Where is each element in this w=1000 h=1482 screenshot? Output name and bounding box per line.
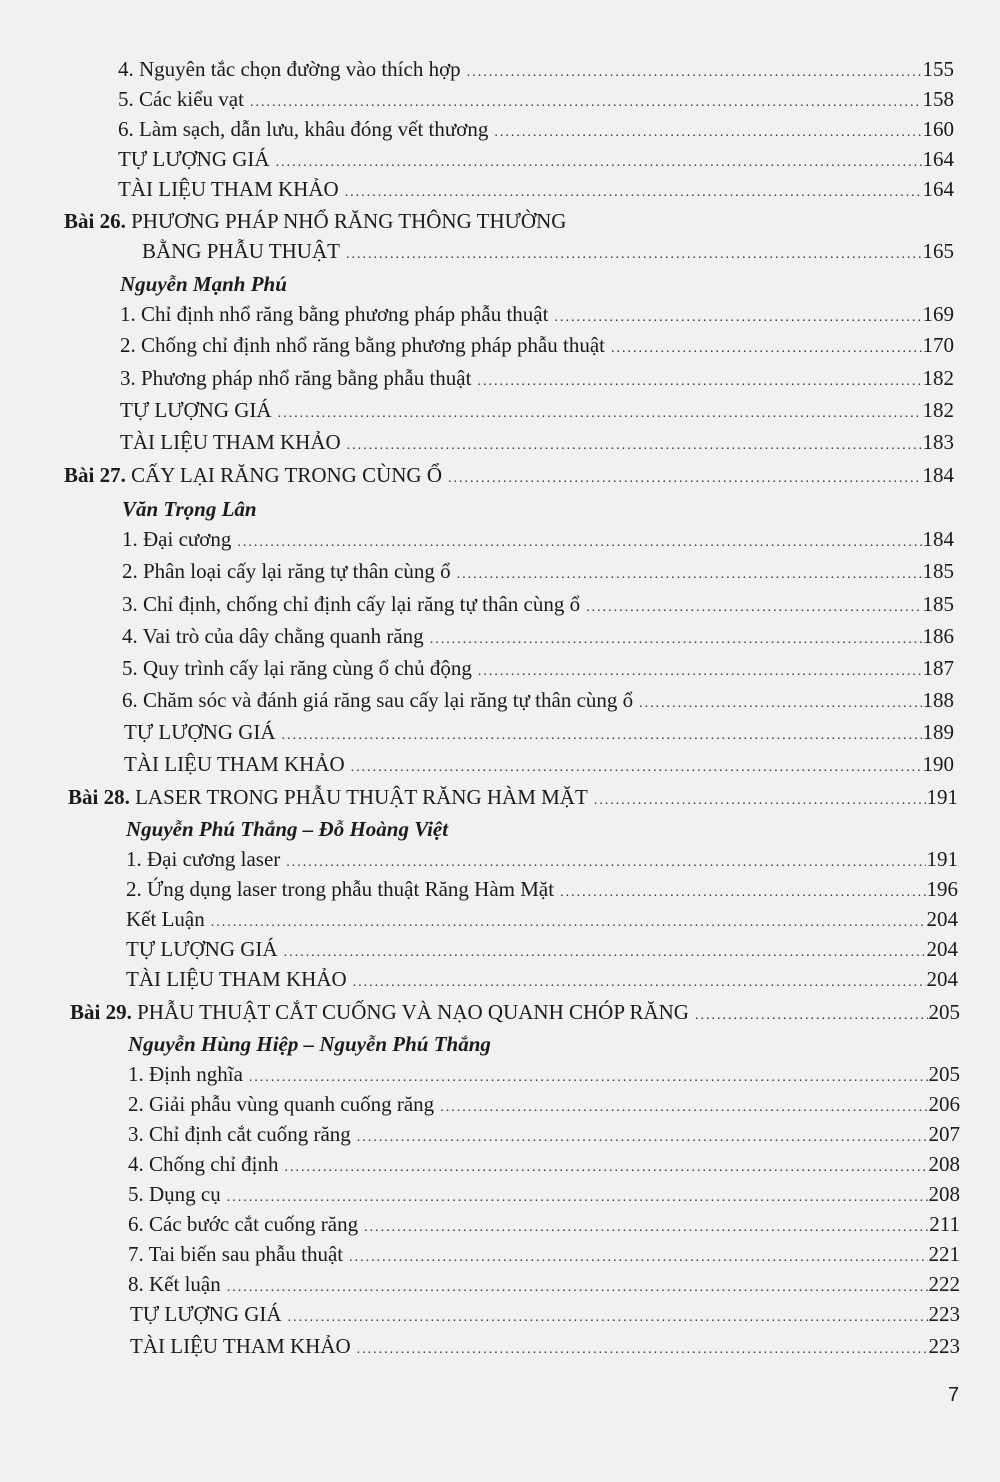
toc-entry-title: 2. Giải phẫu vùng quanh cuống răng xyxy=(128,1092,435,1116)
toc-chapter-number: Bài 26. xyxy=(64,209,126,233)
toc-dot-leader xyxy=(351,754,922,782)
toc-dot-leader xyxy=(286,849,925,877)
toc-chapter-title: Bài 29. PHẪU THUẬT CẮT CUỐNG VÀ NẠO QUANH CHÓP RĂNG xyxy=(70,1000,689,1024)
toc-entry xyxy=(122,557,954,585)
toc-entry-page: 211 xyxy=(929,1212,960,1236)
toc-entry-page: 186 xyxy=(922,624,954,648)
toc-entry-page: 204 xyxy=(926,937,958,961)
toc-dot-leader xyxy=(430,626,922,654)
toc-entry xyxy=(124,718,954,746)
toc-chapter-title: Bài 28. LASER TRONG PHẪU THUẬT RĂNG HÀM MẶT xyxy=(68,785,588,809)
toc-entry-title: 5. Dụng cụ xyxy=(128,1182,221,1206)
toc-entry-title: BẰNG PHẪU THUẬT xyxy=(142,239,340,263)
toc-entry xyxy=(120,428,954,456)
toc-entry-page: 182 xyxy=(922,398,954,422)
toc-dot-leader xyxy=(594,787,926,815)
toc-entry-title: 6. Làm sạch, dẫn lưu, khâu đóng vết thương xyxy=(118,117,489,141)
toc-entry-page: 223 xyxy=(928,1302,960,1326)
toc-entry-title: TỰ LƯỢNG GIÁ xyxy=(124,720,276,744)
toc-entry xyxy=(128,1150,960,1178)
toc-entry-title: 7. Tai biến sau phẫu thuật xyxy=(128,1242,344,1266)
toc-entry-title: 6. Các bước cắt cuống răng xyxy=(128,1212,359,1236)
toc-dot-leader xyxy=(554,304,921,332)
toc-chapter-heading xyxy=(70,998,960,1026)
toc-entry xyxy=(118,145,954,173)
toc-entry-title: TÀI LIỆU THAM KHẢO xyxy=(118,177,339,201)
toc-dot-leader xyxy=(695,1002,928,1030)
toc-entry xyxy=(126,905,958,933)
toc-entry-page: 182 xyxy=(922,366,954,390)
toc-entry-title: TỰ LƯỢNG GIÁ xyxy=(130,1302,282,1326)
toc-chapter-number: Bài 29. xyxy=(70,1000,132,1024)
toc-entry-title: TÀI LIỆU THAM KHẢO xyxy=(124,752,345,776)
toc-entry xyxy=(118,175,954,203)
toc-entry-page: 191 xyxy=(926,847,958,871)
toc-entry-title: TỰ LƯỢNG GIÁ xyxy=(120,398,272,422)
toc-entry-page: 169 xyxy=(922,302,954,326)
toc-entry xyxy=(118,55,954,83)
toc-entry-title: 1. Định nghĩa xyxy=(128,1062,243,1086)
toc-dot-leader xyxy=(227,1274,928,1302)
toc-entry-page: 190 xyxy=(922,752,954,776)
toc-entry-title: 1. Đại cương laser xyxy=(126,847,281,871)
toc-entry-page: 205 xyxy=(928,1062,960,1086)
toc-dot-leader xyxy=(347,432,922,460)
toc-entry-title: 3. Phương pháp nhổ răng bằng phẫu thuật xyxy=(120,366,472,390)
toc-dot-leader xyxy=(227,1184,928,1212)
toc-entry-title: 5. Các kiểu vạt xyxy=(118,87,244,111)
toc-dot-leader xyxy=(586,594,921,622)
toc-entry-title: 2. Phân loại cấy lại răng tự thân cùng ổ xyxy=(122,559,451,583)
toc-dot-leader xyxy=(282,722,922,750)
toc-entry xyxy=(122,590,954,618)
toc-entry-title: 6. Chăm sóc và đánh giá răng sau cấy lại răng tự thân cùng ổ xyxy=(122,688,634,712)
toc-entry-page: 208 xyxy=(928,1182,960,1206)
toc-entry xyxy=(120,300,954,328)
toc-entry xyxy=(128,1180,960,1208)
toc-entry-page: 158 xyxy=(922,87,954,111)
toc-dot-leader xyxy=(237,529,921,557)
toc-entry-page: 196 xyxy=(926,877,958,901)
toc-entry-title: TÀI LIỆU THAM KHẢO xyxy=(126,967,347,991)
toc-entry-title: 4. Vai trò của dây chằng quanh răng xyxy=(122,624,424,648)
toc-dot-leader xyxy=(250,89,922,117)
toc-entry-title: TÀI LIỆU THAM KHẢO xyxy=(120,430,341,454)
toc-dot-leader xyxy=(639,690,921,718)
toc-entry xyxy=(128,1060,960,1088)
toc-entry xyxy=(130,1332,960,1360)
toc-entry-page: 208 xyxy=(928,1152,960,1176)
toc-entry-page: 206 xyxy=(928,1092,960,1116)
toc-chapter-number: Bài 27. xyxy=(64,463,126,487)
toc-entry-title: TỰ LƯỢNG GIÁ xyxy=(126,937,278,961)
toc-dot-leader xyxy=(560,879,925,907)
toc-entry-page: 204 xyxy=(926,967,958,991)
toc-entry-page: 191 xyxy=(926,785,958,809)
toc-entry xyxy=(126,875,958,903)
toc-dot-leader xyxy=(211,909,926,937)
toc-entry-page: 160 xyxy=(922,117,954,141)
toc-dot-leader xyxy=(285,1154,928,1182)
toc-dot-leader xyxy=(278,400,922,428)
toc-entry-title: 1. Đại cương xyxy=(122,527,232,551)
toc-entry-page: 204 xyxy=(926,907,958,931)
toc-dot-leader xyxy=(477,368,921,396)
toc-entry-title: 4. Nguyên tắc chọn đường vào thích hợp xyxy=(118,57,461,81)
toc-chapter-heading xyxy=(68,783,958,811)
toc-entry xyxy=(118,115,954,143)
toc-chapter-author: Văn Trọng Lân xyxy=(122,497,257,521)
page-number: 7 xyxy=(948,1384,960,1406)
toc-entry-page: 170 xyxy=(922,333,954,357)
toc-entry xyxy=(128,1120,960,1148)
toc-dot-leader xyxy=(353,969,926,997)
toc-entry xyxy=(120,364,954,392)
toc-entry-page: 221 xyxy=(928,1242,960,1266)
toc-entry xyxy=(120,331,954,359)
toc-entry-title: 2. Chống chỉ định nhổ răng bằng phương pháp phẫu thuật xyxy=(120,333,605,357)
toc-entry xyxy=(128,1090,960,1118)
toc-entry-title: 4. Chống chỉ định xyxy=(128,1152,279,1176)
toc-entry-page: 164 xyxy=(922,147,954,171)
toc-entry xyxy=(128,1210,960,1238)
toc-dot-leader xyxy=(467,59,922,87)
toc-entry-page: 189 xyxy=(922,720,954,744)
toc-entry xyxy=(122,686,954,714)
toc-entry xyxy=(128,1270,960,1298)
toc-dot-leader xyxy=(478,658,922,686)
toc-chapter-heading xyxy=(64,207,954,235)
toc-chapter-heading xyxy=(64,461,954,489)
toc-dot-leader xyxy=(288,1304,928,1332)
toc-entry xyxy=(126,935,958,963)
toc-dot-leader xyxy=(440,1094,927,1122)
toc-entry-title: 5. Quy trình cấy lại răng cùng ổ chủ động xyxy=(122,656,472,680)
toc-chapter-number: Bài 28. xyxy=(68,785,130,809)
toc-dot-leader xyxy=(448,465,921,493)
toc-entry xyxy=(142,237,954,265)
toc-dot-leader xyxy=(357,1336,928,1364)
toc-entry-page: 155 xyxy=(922,57,954,81)
toc-chapter-author: Nguyễn Phú Thắng – Đỗ Hoàng Việt xyxy=(126,817,449,841)
toc-entry xyxy=(124,750,954,778)
toc-dot-leader xyxy=(364,1214,928,1242)
toc-dot-leader xyxy=(276,149,922,177)
toc-chapter-author: Nguyễn Mạnh Phú xyxy=(120,272,287,296)
toc-entry xyxy=(126,965,958,993)
toc-entry-title: Kết Luận xyxy=(126,907,205,931)
toc-chapter-title: Bài 27. CẤY LẠI RĂNG TRONG CÙNG Ổ xyxy=(64,463,443,487)
toc-chapter-author: Nguyễn Hùng Hiệp – Nguyễn Phú Thắng xyxy=(128,1032,491,1056)
toc-dot-leader xyxy=(346,241,922,269)
toc-entry-page: 165 xyxy=(922,239,954,263)
toc-entry-title: 3. Chỉ định, chống chỉ định cấy lại răng tự thân cùng ổ xyxy=(122,592,581,616)
toc-entry-page: 188 xyxy=(922,688,954,712)
toc-chapter-title: Bài 26. PHƯƠNG PHÁP NHỔ RĂNG THÔNG THƯỜNG xyxy=(64,209,567,233)
toc-entry-page: 222 xyxy=(928,1272,960,1296)
toc-dot-leader xyxy=(494,119,921,147)
toc-entry xyxy=(120,396,954,424)
toc-entry-page: 205 xyxy=(928,1000,960,1024)
toc-entry xyxy=(128,1240,960,1268)
toc-entry-page: 184 xyxy=(922,463,954,487)
toc-entry-title: 1. Chỉ định nhổ răng bằng phương pháp phẫu thuật xyxy=(120,302,549,326)
toc-entry-page: 185 xyxy=(922,559,954,583)
toc-entry xyxy=(122,654,954,682)
toc-entry-page: 164 xyxy=(922,177,954,201)
toc-entry-page: 223 xyxy=(928,1334,960,1358)
toc-dot-leader xyxy=(349,1244,927,1272)
toc-dot-leader xyxy=(284,939,926,967)
toc-entry-title: 8. Kết luận xyxy=(128,1272,221,1296)
toc-entry-title: 2. Ứng dụng laser trong phẫu thuật Răng Hàm Mặt xyxy=(126,877,555,901)
toc-entry-title: TỰ LƯỢNG GIÁ xyxy=(118,147,270,171)
toc-entry-title: TÀI LIỆU THAM KHẢO xyxy=(130,1334,351,1358)
toc-entry xyxy=(122,622,954,650)
toc-entry-page: 207 xyxy=(928,1122,960,1146)
toc-dot-leader xyxy=(611,335,922,363)
toc-entry xyxy=(130,1300,960,1328)
toc-entry-page: 184 xyxy=(922,527,954,551)
toc-dot-leader xyxy=(249,1064,928,1092)
toc-dot-leader xyxy=(457,561,922,589)
toc-entry xyxy=(118,85,954,113)
toc-dot-leader xyxy=(357,1124,928,1152)
toc-entry-page: 183 xyxy=(922,430,954,454)
toc-entry-title: 3. Chỉ định cắt cuống răng xyxy=(128,1122,351,1146)
toc-entry-page: 187 xyxy=(922,656,954,680)
toc-entry xyxy=(126,845,958,873)
toc-dot-leader xyxy=(345,179,922,207)
toc-entry-page: 185 xyxy=(922,592,954,616)
toc-entry xyxy=(122,525,954,553)
